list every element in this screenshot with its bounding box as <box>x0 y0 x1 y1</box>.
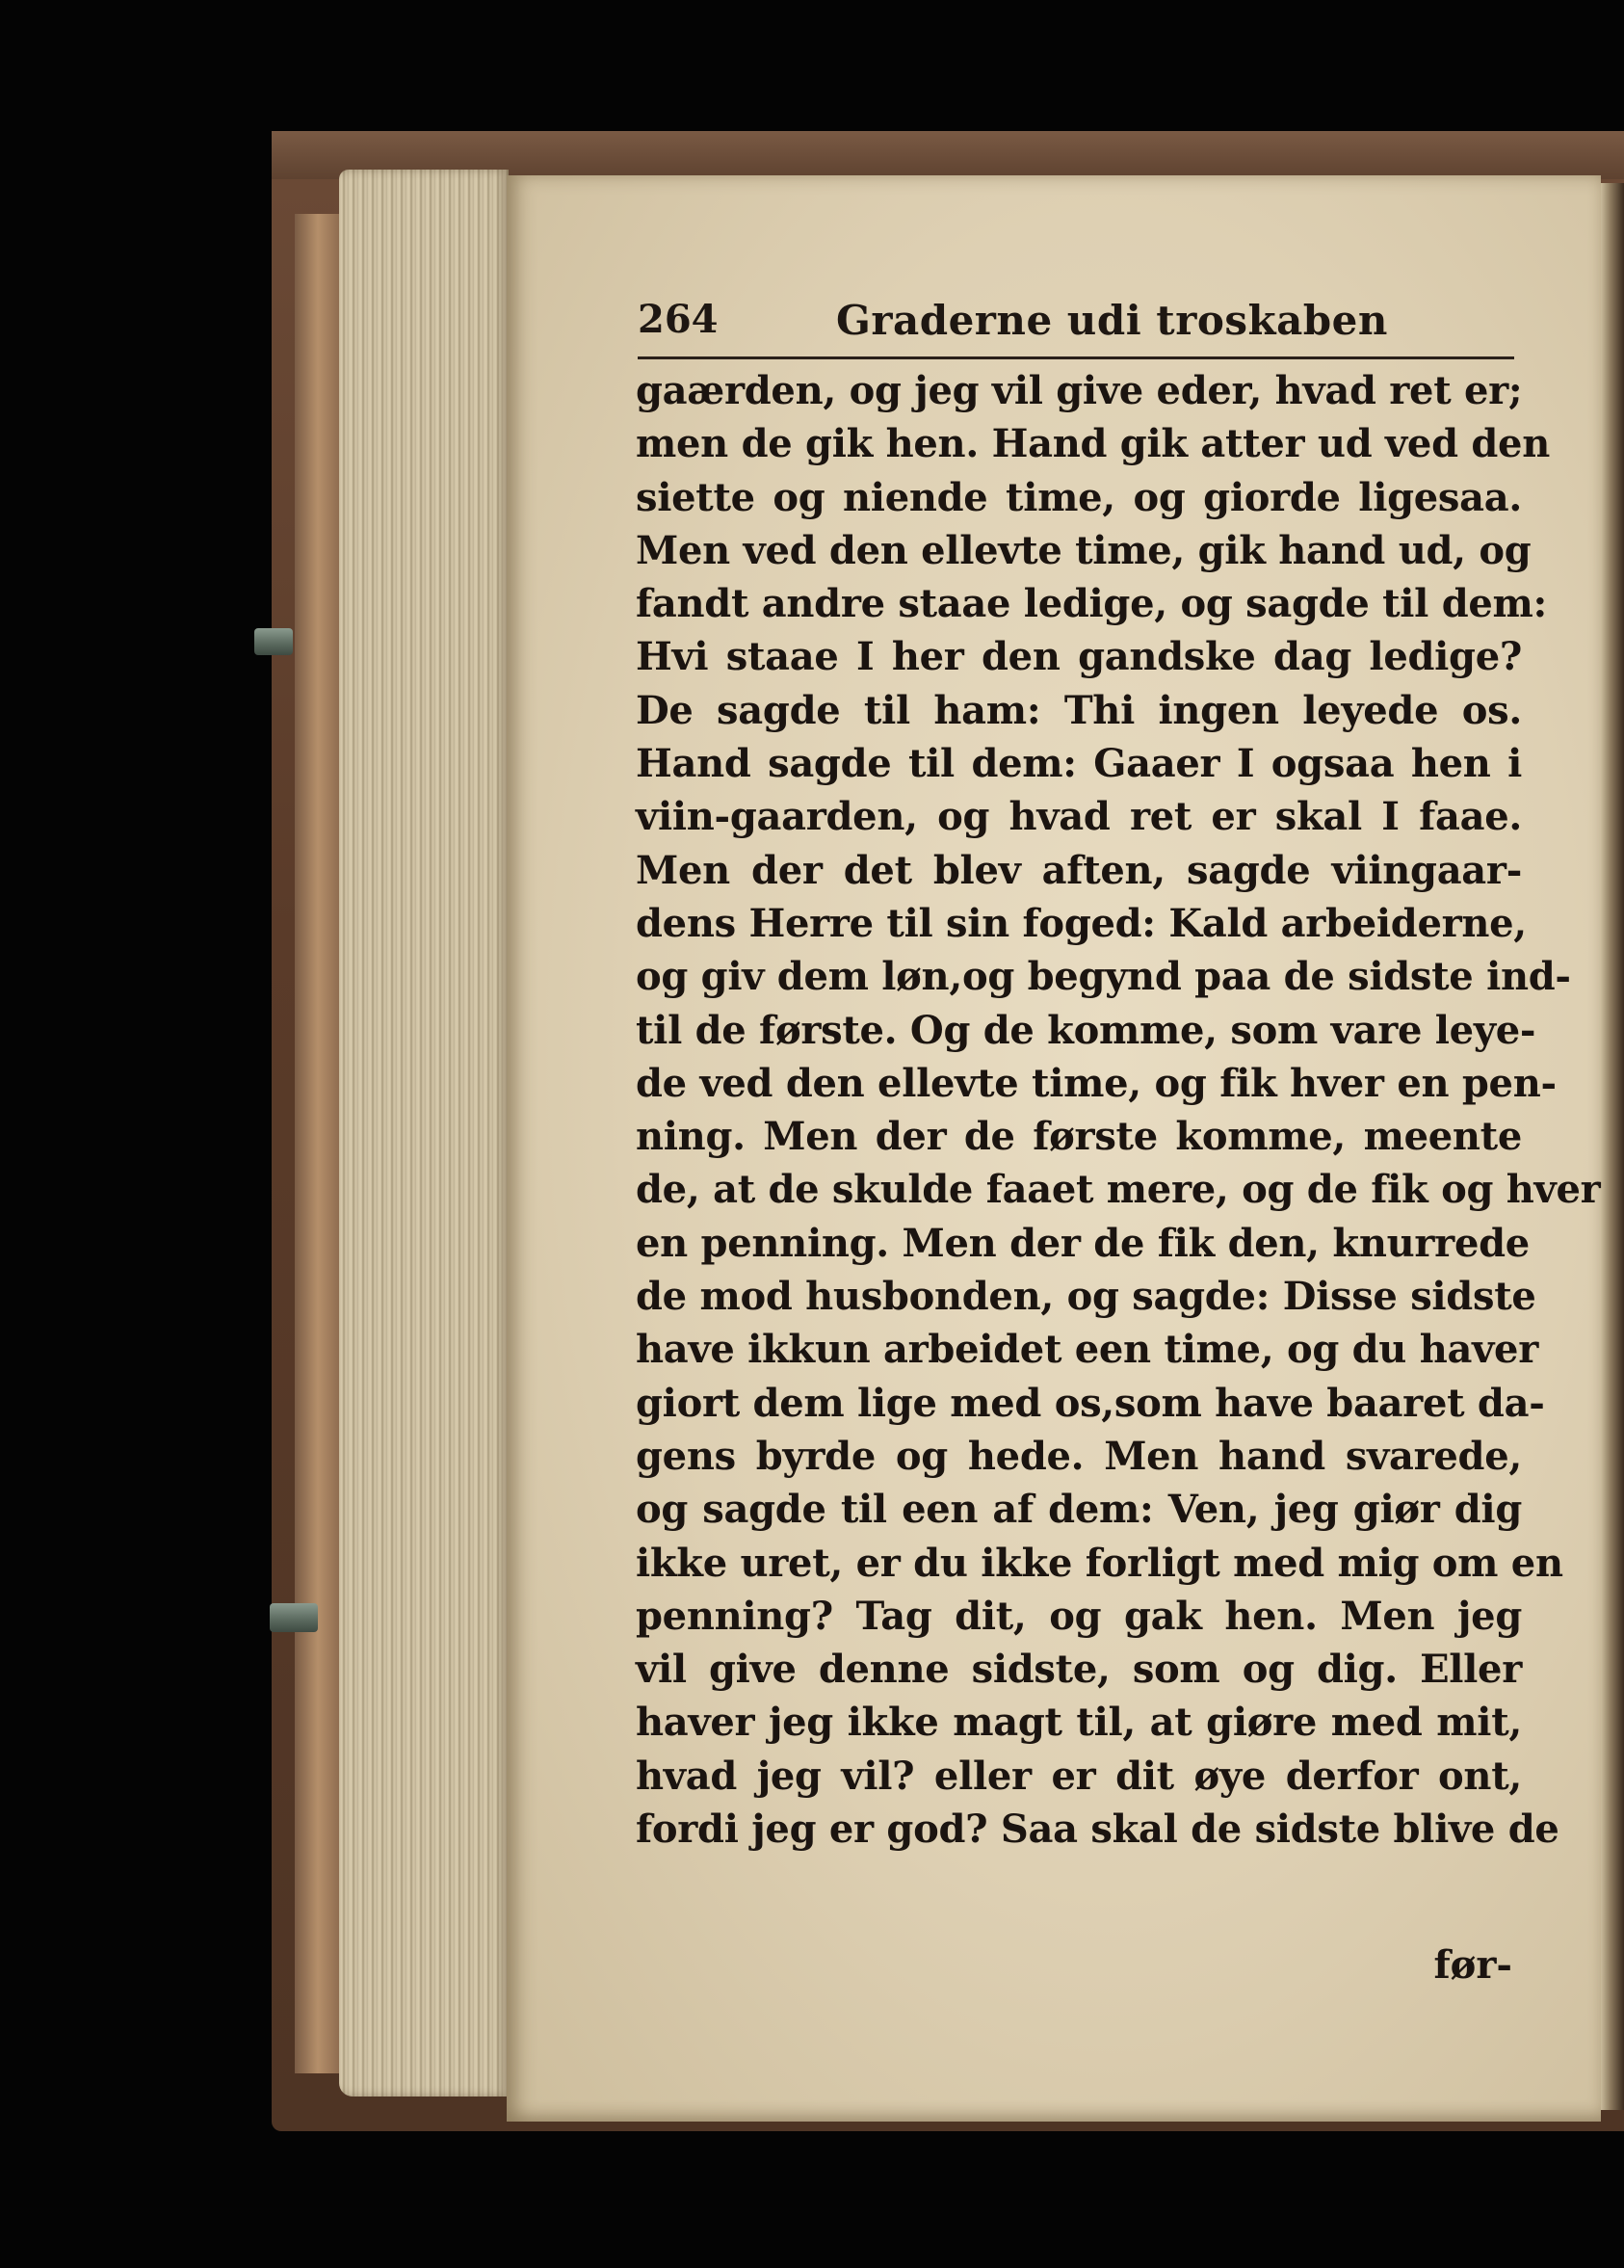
text-line: have ikkun arbeidet een time, og du haver <box>636 1327 1538 1373</box>
text-line: de ved den ellevte time, og fik hver en pen- <box>636 1060 1557 1106</box>
text-line: til de første. Og de komme, som vare leye- <box>636 1007 1536 1053</box>
text-line: viin-gaarden, og hvad ret er skal I faae. <box>636 794 1522 840</box>
text-line: Men der det blev aften, sagde viingaar- <box>636 847 1522 893</box>
text-line: siette og niende time, og giorde ligesaa. <box>636 474 1522 520</box>
head-rule <box>638 356 1514 359</box>
page-edges <box>339 170 509 2097</box>
text-line: hvad jeg vil? eller er dit øye derfor ont, <box>636 1753 1522 1799</box>
clasp-bottom <box>270 1603 318 1632</box>
text-line: Hand sagde til dem: Gaaer I ogsaa hen i <box>636 741 1522 787</box>
text-line: dens Herre til sin foged: Kald arbeiderne, <box>636 900 1527 946</box>
endpaper-edge <box>295 214 341 2073</box>
text-line: penning? Tag dit, og gak hen. Men jeg <box>636 1593 1522 1639</box>
text-line: Men ved den ellevte time, gik hand ud, og <box>636 527 1532 573</box>
text-line: ning. Men der de første komme, meente <box>636 1114 1522 1160</box>
page-gutter-right <box>1601 183 1624 2110</box>
text-line: ikke uret, er du ikke forligt med mig om en <box>636 1540 1563 1586</box>
text-line: gens byrde og hede. Men hand svarede, <box>636 1433 1522 1479</box>
page-text <box>636 364 1601 1856</box>
running-head-title: Graderne udi troskaben <box>836 297 1388 344</box>
page-number: 264 <box>638 297 719 342</box>
text-line: gaærden, og jeg vil give eder, hvad ret er; <box>636 368 1523 413</box>
text-line: de mod husbonden, og sagde: Disse sidste <box>636 1274 1536 1320</box>
catchword: før- <box>1433 1942 1512 1988</box>
text-line: fandt andre staae ledige, og sagde til dem: <box>636 581 1548 627</box>
running-head <box>638 297 1582 345</box>
text-line: Hvi staae I her den gandske dag ledige? <box>636 634 1522 680</box>
text-line: men de gik hen. Hand gik atter ud ved den <box>636 421 1550 467</box>
text-line: giort dem lige med os,som have baaret da- <box>636 1380 1545 1426</box>
text-line: en penning. Men der de fik den, knurrede <box>636 1220 1530 1266</box>
text-line: vil give denne sidste, som og dig. Eller <box>636 1647 1522 1693</box>
text-line: de, at de skulde faaet mere, og de fik og hver <box>636 1167 1601 1213</box>
text-line: haver jeg ikke magt til, at giøre med mit, <box>636 1700 1522 1746</box>
text-line: og giv dem løn,og begynd paa de sidste ind- <box>636 954 1571 1000</box>
clasp-top <box>254 628 293 655</box>
text-line: fordi jeg er god? Saa skal de sidste blive de <box>636 1806 1559 1853</box>
text-line: De sagde til ham: Thi ingen leyede os. <box>636 687 1522 733</box>
book-page <box>507 175 1601 2122</box>
text-line: og sagde til een af dem: Ven, jeg giør dig <box>636 1487 1522 1533</box>
